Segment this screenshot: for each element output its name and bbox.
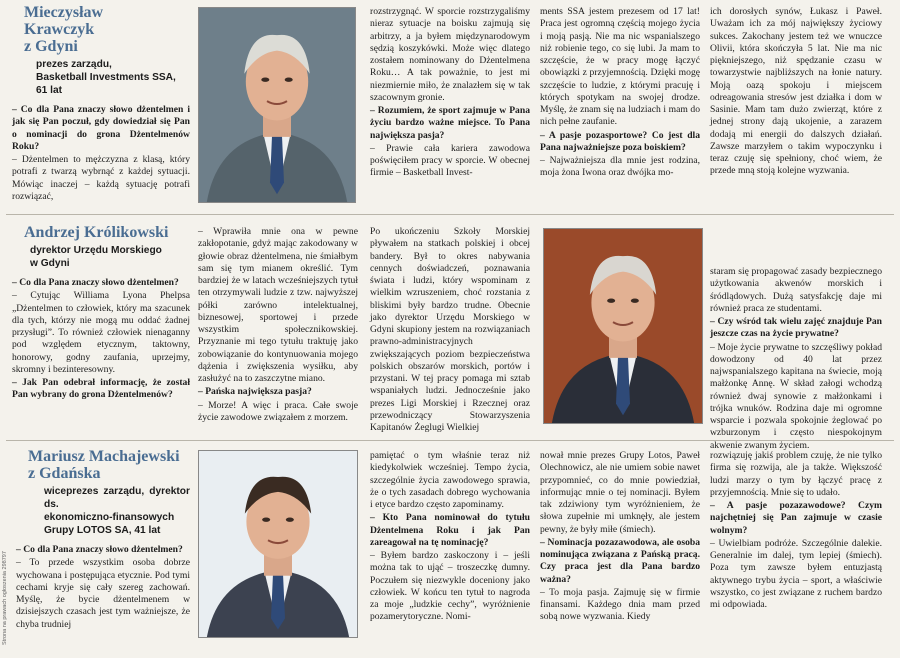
interview-answer: – To moja pasja. Zajmuję się w firmie finansami. Każdego dnia mam przed sobą nowe wyzwania. Kiedy xyxy=(540,586,700,623)
interview-answer: rozstrzygnąć. W sporcie rozstrzygaliśmy nieraz sytuacje na boisku zajmują się arbitrzy, a ja byłem międzynarodowym sędzią koszykówki. Może więc dlatego zostałem nominowany do Dżentelmena Roku… A tak poważnie, to jest mi niezmiernie miło, że znalazłem się w tak szacownym gronie. xyxy=(370,6,530,103)
column-text xyxy=(12,104,190,203)
photo-eye-right xyxy=(631,299,639,303)
interview-question: – A pasje pozazawodowe? Czym najchętniej się Pan zajmuje w czasie wolnym? xyxy=(710,500,882,536)
portrait-illustration xyxy=(199,8,355,202)
interview-answer: – Prawie cała kariera zawodowa poświęciłem pracy w sporcie. W obecnej firmie – Basketball Invest- xyxy=(370,142,530,179)
section-divider xyxy=(6,440,894,441)
interview-answer: rozwiązuję jakiś problem czuję, że nie tylko firma się rozwija, ale ja także. Większość ludzi marzy o tym by łączyć pracę z przyjemnością. Mnie się to udało. xyxy=(710,450,882,498)
interview-question: – Nominacja pozazawodowa, ale osoba nominująca związana z Pańską pracą. Czy praca jest dla Pana bardzo ważna? xyxy=(540,536,700,585)
portrait-illustration xyxy=(544,229,702,423)
interview-question: – A pasje pozasportowe? Co jest dla Pana najważniejsze poza boiskiem? xyxy=(540,129,700,153)
column-text xyxy=(16,544,190,631)
column-text xyxy=(12,277,190,402)
interview-machajewski xyxy=(0,444,900,656)
col-2 xyxy=(370,226,530,432)
interview-answer: – Uwielbiam podróże. Szczególnie dalekie. Generalnie im dalej, tym lepiej (śmiech). Poza tym zawsze byłem entuzjastą aktywnego trybu życia – sport, a właściwie wszystko, co jest związane z ruchem bardzo mi odpowiada. xyxy=(710,537,882,610)
interview-question: – Jak Pan odebrał informację, że został Pan wybrany do grona Dżentelmenów? xyxy=(12,377,190,401)
person-role: wiceprezes zarządu, dyrektor ds. ekonomiczno-finansowych Grupy LOTOS SA, 41 lat xyxy=(44,486,190,536)
col-2 xyxy=(540,450,700,650)
interview-answer: – Morze! A więc i praca. Całe swoje życie zawodowe związałem z morzem. xyxy=(198,399,358,423)
interview-question: – Kto Pana nominował do tytułu Dżentelmena Roku i jak Pan zareagował na tę nominację? xyxy=(370,512,530,548)
interview-answer: – Moje życie prywatne to szczęśliwy pokład dowodzony od 40 lat przez najwspanialszego kapitana na świecie, moją małżonkę Annę. W skład załogi wchodzą również dwaj synowie z małżonkami i trójka wnuków. Rodzina daje mi ogromne wsparcie i pozwala spokojnie żeglować po wzburzonym i często niespokojnym akwenie zwanym życiem. xyxy=(710,341,882,451)
interview-answer: staram się propagować zasady bezpiecznego użytkowania akwenów morskich i śródlądowych. Dużą satysfakcję daje mi również praca ze studentami. xyxy=(710,266,882,314)
portrait-photo-krolikowski xyxy=(543,228,703,424)
interview-question: – Czy wśród tak wielu zajęć znajduje Pan jeszcze czas na życie prywatne? xyxy=(710,316,882,340)
photo-eye-right xyxy=(285,78,293,82)
person-role: dyrektor Urzędu Morskiego w Gdyni xyxy=(30,245,162,269)
interview-answer: – Dżentelmen to mężczyzna z klasą, który potrafi z twarzą wybrnąć z każdej sytuacji. Mówiąc inaczej – każdą sytuację potrafi rozwiązać, xyxy=(12,154,190,202)
col-1 xyxy=(370,6,530,206)
interview-answer: – Cytując Williama Lyona Phelpsa „Dżentelmen to człowiek, który ma szacunek dla tych, którzy nie mogą mu oddać żadnej przysługi”. To również człowiek nienaganny pod względem etycznym, taktowny, honorowy, godny zaufania, uprzejmy, skromny i bezinteresowny. xyxy=(12,290,190,375)
interview-answer: – Najważniejsza dla mnie jest rodzina, moja żona Iwona oraz dwójka mo- xyxy=(540,155,700,179)
photo-tie xyxy=(616,357,630,415)
col-1 xyxy=(370,450,530,650)
photo-eye-right xyxy=(286,517,294,521)
portrait-photo-machajewski xyxy=(198,450,358,638)
interview-answer: ments SSA jestem prezesem od 17 lat! Praca jest ogromną częścią mojego życia i moją pasją. Nie ma nic wspanialszego niż robienie tego, co się lubi. Ja mam to szczęście, że w pracy mogę łączyć obowiązki z przyjemnością. Dzięki mogę szczęście to ludzie, z którymi pracuję i których spotykam na swojej drodze. Myślę, że znam się na ludziach i mam do nich pełne zaufanie. xyxy=(540,6,700,128)
col-3 xyxy=(710,266,882,451)
interview-question: – Pańska największa pasja? xyxy=(198,386,312,398)
interview-answer: – Wprawiła mnie ona w pewne zakłopotanie, gdyż mając zakodowany w głowie obraz dżentelmena, nie śmiałbym sam się tym mianem określić. Tym bardziej że w latach wcześniejszych tytuł ten otrzymywali ludzie z tzw. najwyższej półki zarówno intelektualnej, biznesowej, sportowej i przede wszystkim społecznikowskiej. Przyznanie mi tego tytułu traktuję jako zobowiązanie do kontynuowania mojego dążenia i zwiększenia wysiłku, aby zasłużyć na to zaszczytne miano. xyxy=(198,226,358,384)
interview-question: – Rozumiem, że sport zajmuje w Pana życiu bardzo ważne miejsce. To Pana największa pasja? xyxy=(370,105,530,141)
col-1 xyxy=(198,226,358,432)
photo-eye-left xyxy=(262,517,270,521)
interview-krawczyk xyxy=(0,0,900,212)
interview-answer: – To przede wszystkim osoba dobrze wychowana i postępująca etycznie. Pod tymi cechami kryje się cały szereg zachowań. Myślę, że bycie dżentelmenem w dzisiejszych czasach jest tym ważniejsze, że chyba trudniej xyxy=(16,557,190,630)
interview-answer: nował mnie prezes Grupy Lotos, Paweł Olechnowicz, ale nie umiem sobie nawet przypomnieć, co do mnie powiedział, informując mnie o tej nominacji. Byłem tak zdziwiony tym wyróżnieniem, że słowa zupełnie mi umknęły, ale jestem pewny, że były miłe (śmiech). xyxy=(540,450,700,535)
interview-answer: pamiętać o tym właśnie teraz niż kiedykolwiek wcześniej. Tempo życia, szczególnie życia zawodowego sprawia, że o tych zasadach dobrego wychowania i etyce bardzo często zapominamy. xyxy=(370,450,530,510)
interview-answer: Po ukończeniu Szkoły Morskiej pływałem na statkach polskiej i obcej bandery. Był to okres nabywania cennych doświadczeń, poznawania świata i ludzi, który wspominam z wielkim wzruszeniem, choć rozstania z bliskimi były bardzo trudne. Obecnie jako dyrektor Urzędu Morskiego w Gdyni skupiony jestem na rozwiązaniach prawno-administracyjnych zwiększających poziom bezpieczeństwa polskich obszarów morskich, portów i przystani. W tej pracy pomaga mi sztab wspaniałych ludzi. Jednocześnie jako prezes Ligi Morskiej i Rzecznej oraz przewodniczący Stowarzyszenia Kapitanów Żeglugi Wielkiej xyxy=(370,226,530,433)
interview-question: – Co dla Pana znaczy słowo dżentelmen? xyxy=(16,544,183,555)
col-3 xyxy=(710,6,882,206)
margin-note xyxy=(1,520,9,650)
section-divider xyxy=(6,214,894,215)
interview-question: – Co dla Pana znaczy słowo dżentelmen i jak się Pan poczuł, gdy dowiedział się Pan o nominacji do grona Dżentelmenów Roku? xyxy=(12,104,190,152)
col-0 xyxy=(12,224,190,438)
interview-question: – Co dla Pana znaczy słowo dżentelmen? xyxy=(12,277,179,288)
interview-answer: – Byłem bardzo zaskoczony i – jeśli można tak to ująć – troszeczkę dumny. Poczułem się niezwykle doceniony jako człowiek. W końcu ten tytuł to nagroda za moje „ludzkie cechy”, wyróżnienie pozamerytoryczne. Nomi- xyxy=(370,550,530,623)
person-role: prezes zarządu, Basketball Investments SSA, 61 lat xyxy=(36,59,176,96)
person-name: Andrzej Królikowski xyxy=(24,224,169,241)
photo-eye-left xyxy=(261,78,269,82)
col-2 xyxy=(540,6,700,206)
interview-answer: ich dorosłych synów, Łukasz i Paweł. Uważam ich za mój największy życiowy sukces. Zakochany jestem też we wnuczce Olivii, która skończyła 5 lat. Nie ma nic piękniejszego, niż spędzanie czasu w towarzystwie najbliższych na łonie natury. Moją oazą spokoju i miejscem odreagowania stresów jest działka i dom w Sasinie. Mam tam dużo zwierząt, które z jednej strony dają ukojenie, a zarazem dodają mi energii do dalszych działań. Zawsze marzyłem o takim wypoczynku i teraz czuję się spełniony, choć wiem, że przede mną stoją kolejne wyzwania. xyxy=(710,6,882,177)
interview-krolikowski xyxy=(0,218,900,451)
photo-tie xyxy=(271,574,285,630)
col-3 xyxy=(710,450,882,650)
person-name: Mariusz Machajewski z Gdańska xyxy=(28,448,180,482)
person-name: Mieczysław Krawczyk z Gdyni xyxy=(24,4,104,55)
margin-note-text: Strona na prawach ogłoszenia 298797 xyxy=(2,551,8,645)
portrait-photo-krawczyk xyxy=(198,7,356,203)
photo-tie xyxy=(270,136,284,194)
portrait-illustration xyxy=(199,451,357,637)
photo-eye-left xyxy=(607,299,615,303)
col-0 xyxy=(12,4,190,210)
col-0 xyxy=(16,448,190,652)
